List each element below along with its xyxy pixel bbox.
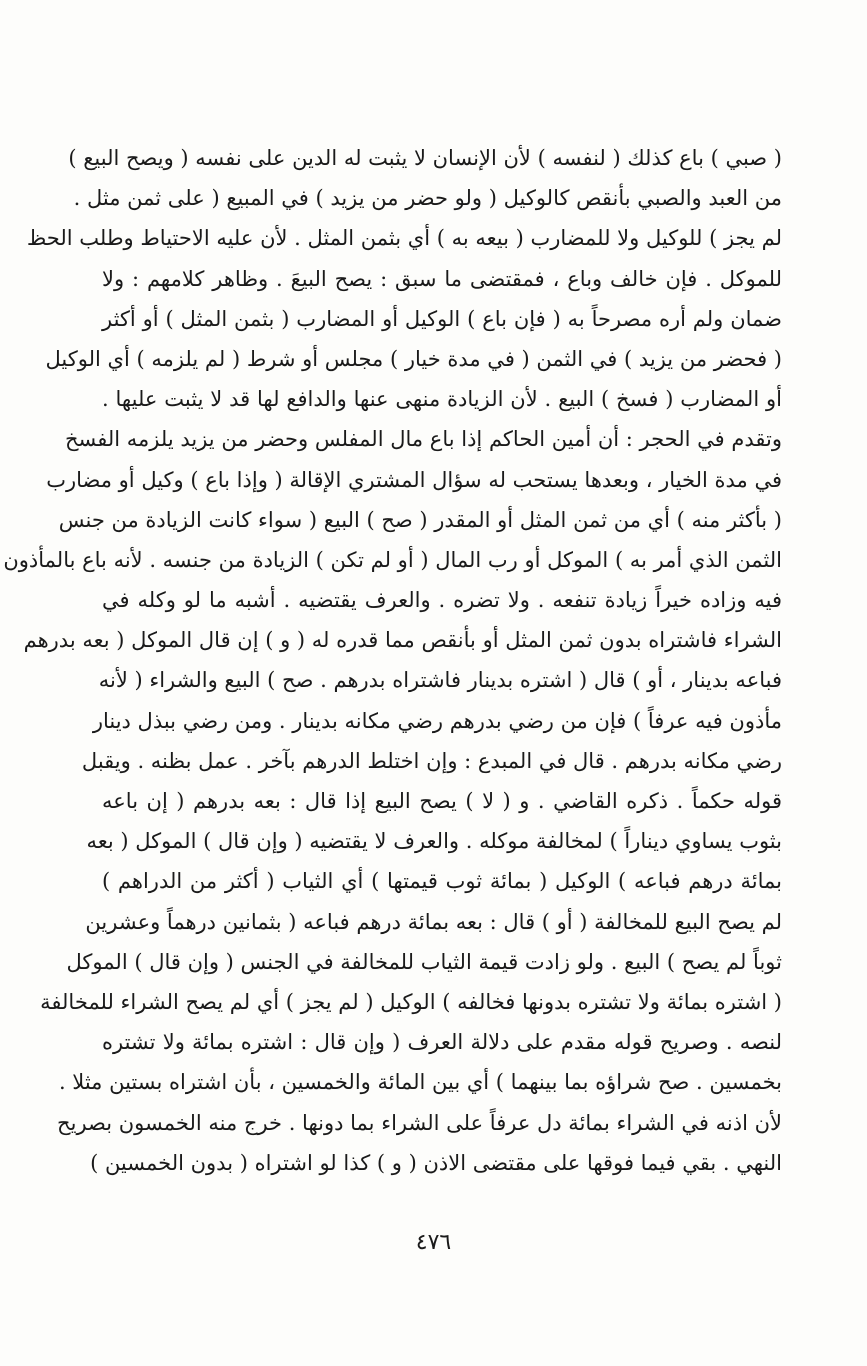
text-line-5: ضمان ولم أره مصرحاً به ( فإن باع ) الوكيل أو المضارب ( بثمن المثل ) أو أكثر [102, 306, 782, 331]
text-line-13: الشراء فاشتراه بدون ثمن المثل أو بأنقص مما قدره له ( و ) إن قال الموكل ( بعه بدرهم [23, 628, 782, 653]
text-line-11: الثمن الذي أمر به ) الموكل أو رب المال ( أو لم تكن ) الزيادة من جنسه . لأنه باع بالمأذون [3, 547, 782, 572]
text-line-2: من العبد والصبي بأنقص كالوكيل ( ولو حضر من يزيد ) في المبيع ( على ثمن مثل . [73, 186, 782, 211]
text-line-16: رضي مكانه بدرهم . قال في المبدع : وإن اختلط الدرهم بآخر . عمل بظنه . ويقبل [81, 748, 782, 773]
text-line-8: وتقدم في الحجر : أن أمين الحاكم إذا باع مال المفلس وحضر من يزيد يلزمه الفسخ [64, 427, 782, 452]
text-line-19: بمائة درهم فباعه ) الوكيل ( بمائة ثوب قيمتها ) أي الثياب ( أكثر من الدراهم ) [102, 869, 782, 894]
text-line-6: ( فحضر من يزيد ) في الثمن ( في مدة خيار ) مجلس أو شرط ( لم يلزمه ) أي الوكيل [45, 346, 782, 371]
text-line-18: بثوب يساوي ديناراً ) لمخالفة موكله . والعرف لا يقتضيه ( وإن قال ) الموكل ( بعه [86, 829, 782, 854]
text-line-24: بخمسين . صح شراؤه بما بينهما ) أي بين المائة والخمسين ، بأن اشتراه بستين مثلا . [58, 1070, 782, 1095]
text-line-21: ثوباً لم يصح ) البيع . ولو زادت قيمة الثياب للمخالفة في الجنس ( وإن قال ) الموكل [66, 949, 782, 974]
page-number: ٤٧٦ [415, 1230, 452, 1255]
text-line-1: ( صبي ) باع كذلك ( لنفسه ) لأن الإنسان لا يثبت له الدين على نفسه ( ويصح البيع ) [68, 146, 782, 170]
text-line-17: قوله حكماً . ذكره القاضي . و ( لا ) يصح البيع إذا قال : بعه بدرهم ( إن باعه [102, 789, 782, 813]
text-line-14: فباعه بدينار ، أو ) قال ( اشتره بدينار فاشتراه بدرهم . صح ) البيع والشراء ( لأنه [98, 668, 782, 693]
text-line-25: لأن اذنه في الشراء بمائة دل عرفاً على الشراء بما دونها . خرج منه الخمسون بصريح [57, 1110, 782, 1135]
text-line-9: في مدة الخيار ، وبعدها يستحب له سؤال المشتري الإقالة ( وإذا باع ) وكيل أو مضارب [46, 467, 782, 492]
text-line-23: لنصه . وصريح قوله مقدم على دلالة العرف ( وإن قال : اشتره بمائة ولا تشتره [102, 1030, 782, 1055]
text-line-20: لم يصح البيع للمخالفة ( أو ) قال : بعه بمائة درهم فباعه ( بثمانين درهماً وعشرين [85, 909, 782, 934]
text-line-15: مأذون فيه عرفاً ) فإن من رضي بدرهم رضي مكانه بدينار . ومن رضي ببذل دينار [92, 708, 782, 733]
body-text [3, 138, 782, 1183]
text-line-3: لم يجز ) للوكيل ولا للمضارب ( بيعه به ) أي بثمن المثل . لأن عليه الاحتياط وطلب الحظ [26, 226, 782, 251]
text-line-26: النهي . بقي فيما فوقها على مقتضى الاذن ( و ) كذا لو اشتراه ( بدون الخمسين ) [90, 1150, 782, 1175]
text-line-10: ( بأكثر منه ) أي من ثمن المثل أو المقدر ( صح ) البيع ( سواء كانت الزيادة من جنس [58, 507, 782, 532]
text-line-12: فيه وزاده خيراً زيادة تنفعه . ولا تضره . والعرف يقتضيه . أشبه ما لو وكله في [102, 588, 782, 613]
text-line-22: ( اشتره بمائة ولا تشتره بدونها فخالفه ) الوكيل ( لم يجز ) أي لم يصح الشراء للمخالفة [40, 989, 782, 1014]
text-line-4: للموكل . فإن خالف وباع ، فمقتضى ما سبق : يصح البيعَ . وظاهر كلامهم : ولا [102, 266, 782, 291]
text-line-7: أو المضارب ( فسخ ) البيع . لأن الزيادة منهى عنها والدافع لها قد لا يثبت عليها . [102, 387, 782, 412]
